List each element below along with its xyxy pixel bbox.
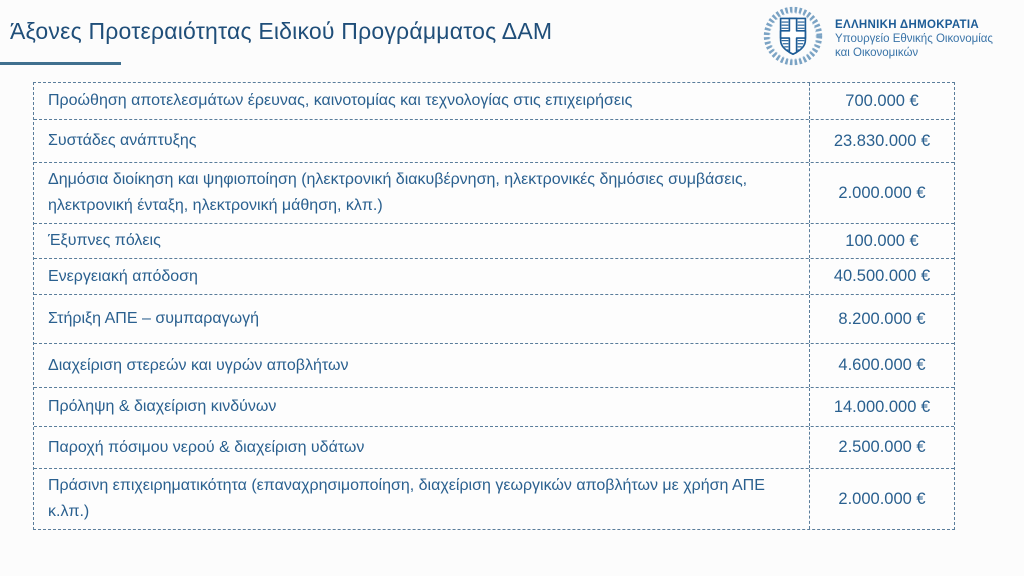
axis-amount: 23.830.000 €	[809, 120, 954, 162]
axis-amount: 2.500.000 €	[809, 427, 954, 468]
axis-label: Έξυπνες πόλεις	[48, 232, 161, 249]
table-row	[34, 83, 954, 120]
table-row	[34, 344, 954, 388]
axis-amount: 700.000 €	[809, 83, 954, 119]
table-row	[34, 120, 954, 163]
table-row	[34, 388, 954, 427]
axis-label: Συστάδες ανάπτυξης	[48, 132, 197, 149]
axis-label: Προώθηση αποτελεσμάτων έρευνας, καινοτομίας και τεχνολογίας στις επιχειρήσεις	[48, 92, 633, 109]
axis-amount: 2.000.000 €	[809, 469, 954, 529]
axis-label: Δημόσια διοίκηση και ψηφιοποίηση (ηλεκτρονική διακυβέρνηση, ηλεκτρονικές δημόσιες συμβάσεις, ηλεκτρονική ένταξη, ηλεκτρονική μάθηση, κλπ.)	[48, 171, 748, 214]
axis-amount: 8.200.000 €	[809, 295, 954, 343]
axis-label: Ενεργειακή απόδοση	[48, 267, 198, 285]
table-row	[34, 224, 954, 259]
gov-org-name: ΕΛΛΗΝΙΚΗ ΔΗΜΟΚΡΑΤΙΑ	[835, 19, 979, 31]
gov-logo-text	[835, 5, 993, 60]
axis-label: Πράσινη επιχειρηματικότητα (επαναχρησιμοποίηση, διαχείριση γεωργικών αποβλήτων με χρήση ΑΠΕ κ.λπ.)	[48, 477, 765, 520]
axis-label: Διαχείριση στερεών και υγρών αποβλήτων	[48, 356, 349, 374]
table-row	[34, 259, 954, 295]
greek-coat-of-arms-icon	[762, 5, 824, 67]
gov-dept-line2: και Οικονομικών	[835, 47, 919, 59]
axis-label: Στήριξη ΑΠΕ – συμπαραγωγή	[48, 310, 259, 327]
gov-dept-line1: Υπουργείο Εθνικής Οικονομίας	[835, 33, 993, 45]
table-row	[34, 469, 954, 529]
page-title: Άξονες Προτεραιότητας Ειδικού Προγράμματος ΔΑΜ	[10, 18, 553, 44]
table-row	[34, 427, 954, 469]
axis-amount: 40.500.000 €	[809, 259, 954, 294]
axis-amount: 14.000.000 €	[809, 388, 954, 426]
table-row	[34, 295, 954, 344]
title-underline	[0, 62, 121, 65]
axis-label: Πρόληψη & διαχείριση κινδύνων	[48, 398, 277, 415]
axis-amount: 4.600.000 €	[809, 344, 954, 387]
axis-amount: 2.000.000 €	[809, 163, 954, 223]
hellenic-republic-logo	[762, 5, 993, 67]
axis-amount: 100.000 €	[809, 224, 954, 258]
axis-label: Παροχή πόσιμου νερού & διαχείριση υδάτων	[48, 438, 365, 456]
priority-axes-table	[33, 82, 955, 530]
table-row	[34, 163, 954, 224]
